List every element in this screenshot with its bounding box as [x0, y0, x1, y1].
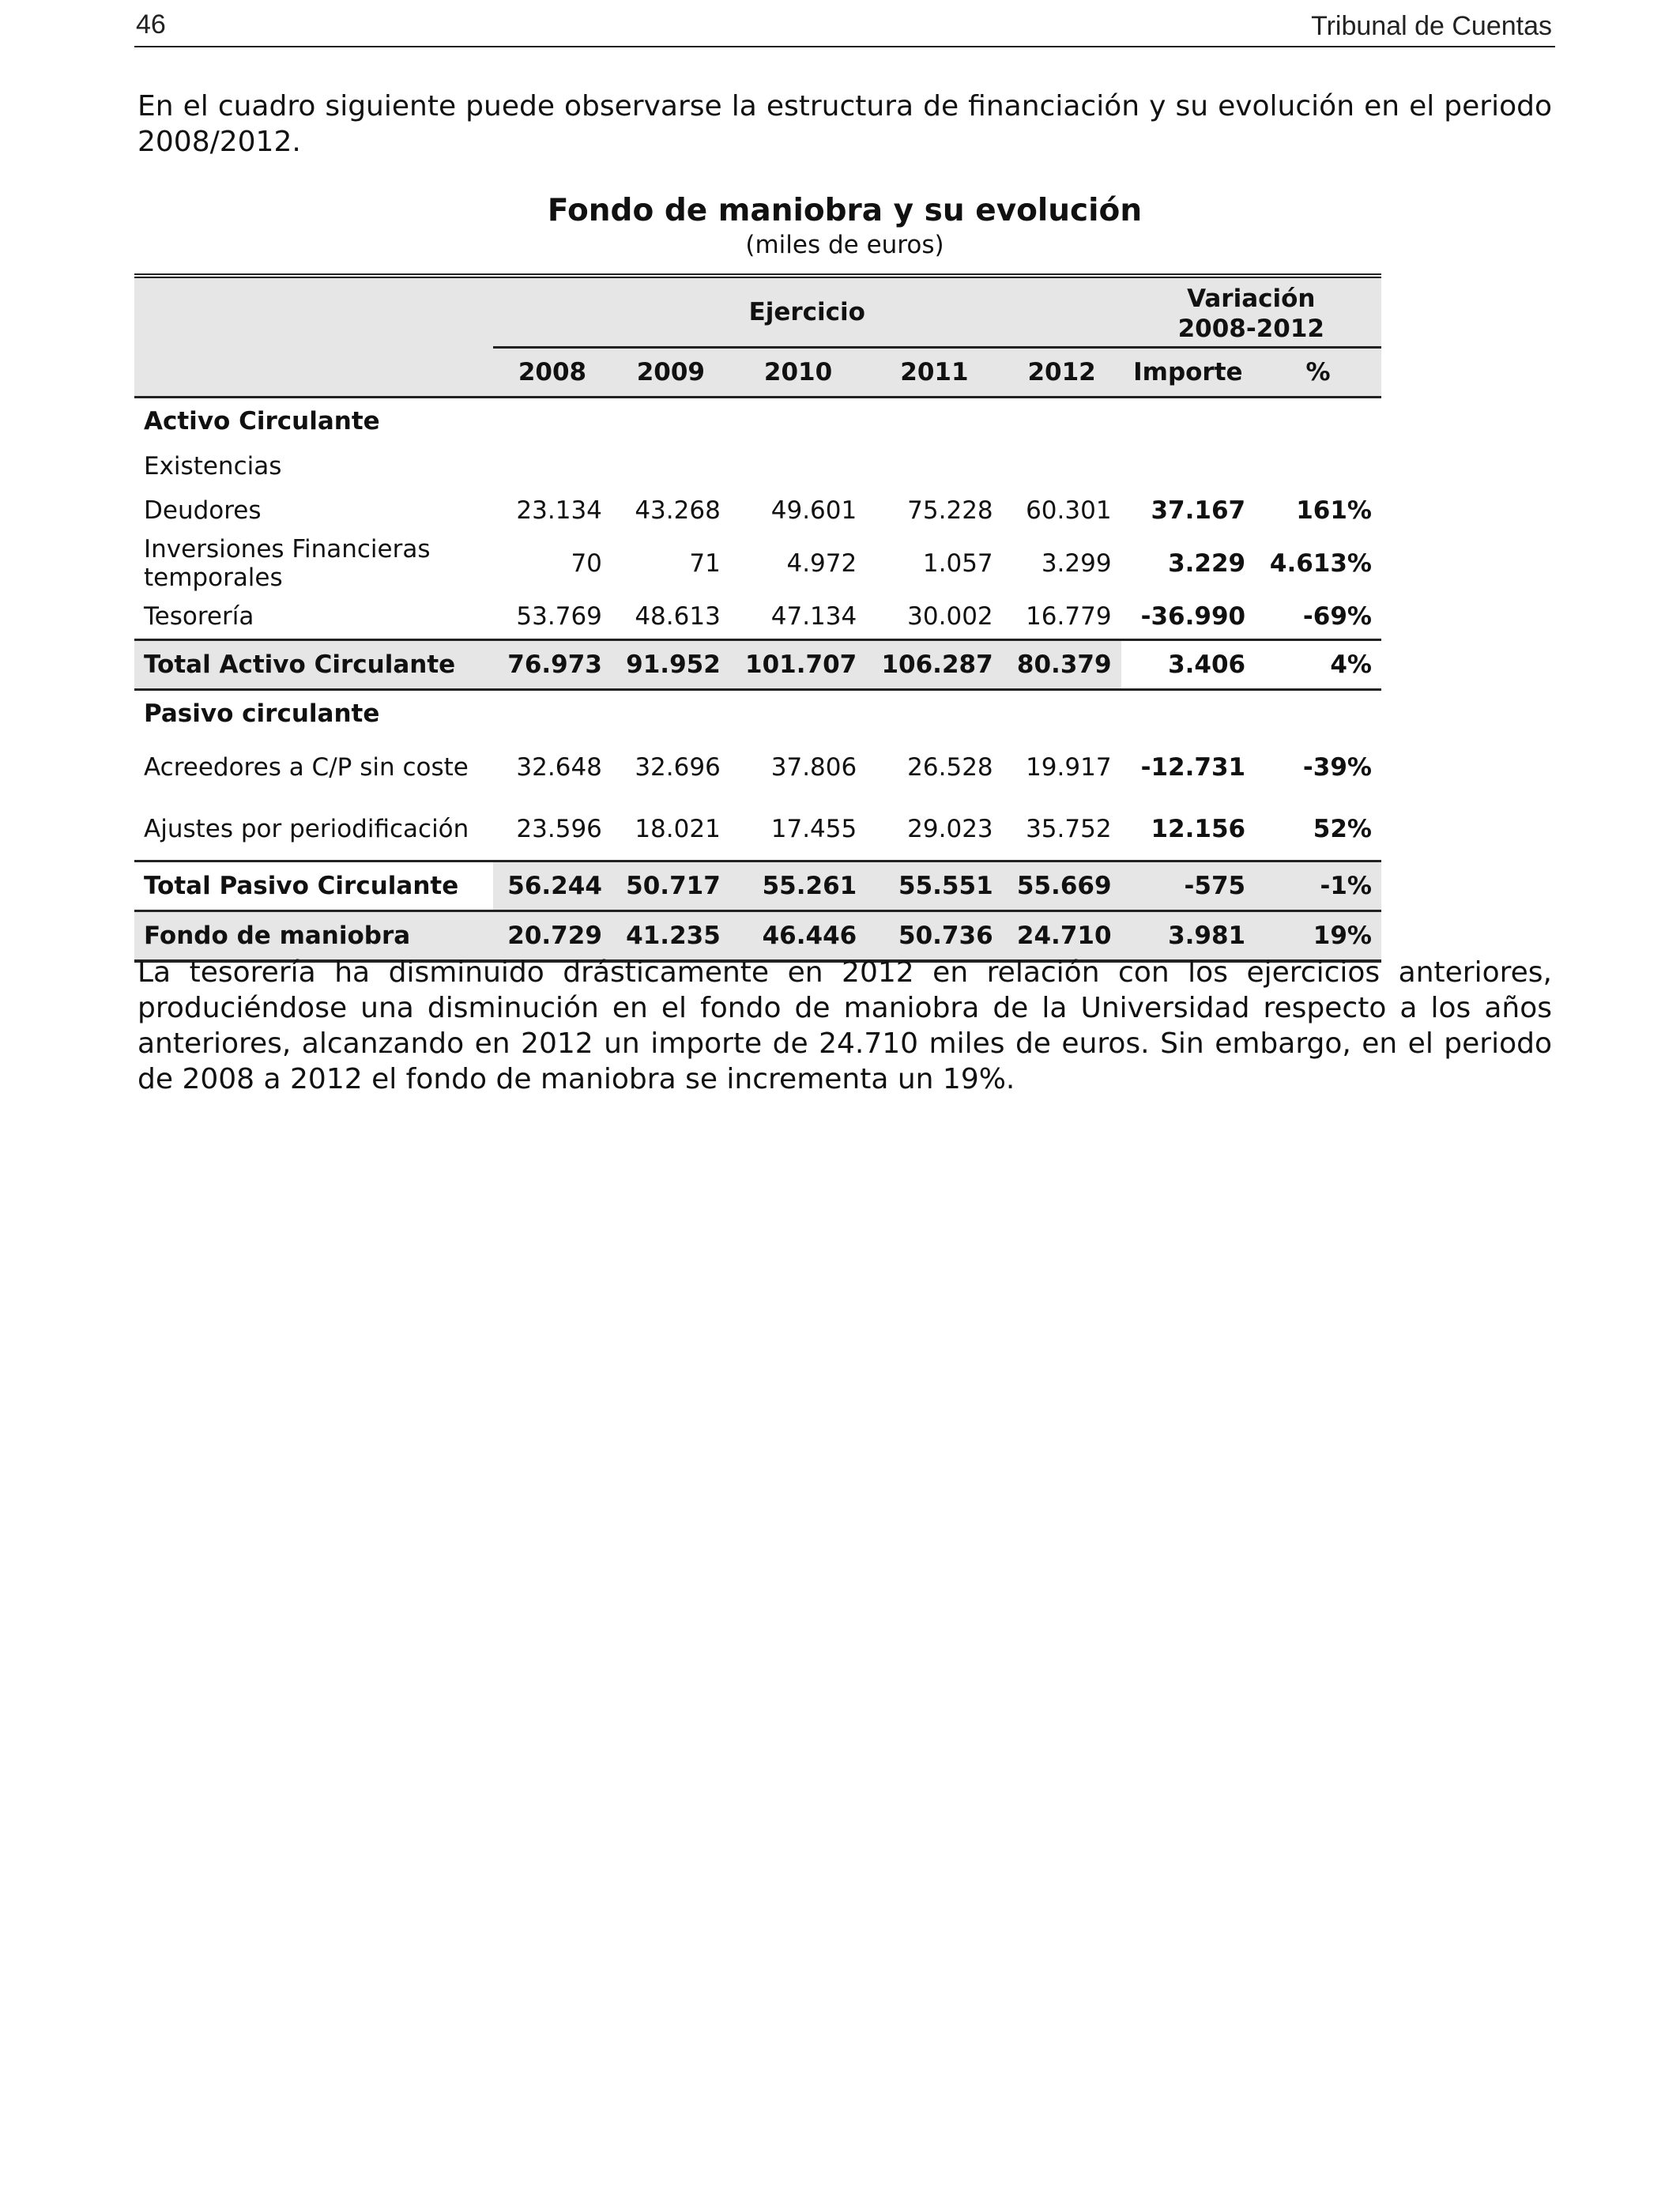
cell: 161% — [1296, 496, 1372, 525]
cell: 47.134 — [770, 602, 857, 631]
cell: 55.669 — [1003, 861, 1121, 911]
row-label: Fondo de maniobra — [134, 911, 493, 962]
section-activo: Activo Circulante — [144, 407, 380, 435]
cell: 106.287 — [866, 640, 1002, 690]
header-variacion-label: Variación — [1187, 285, 1316, 313]
working-capital-table — [134, 273, 1381, 963]
table-row — [134, 533, 1381, 594]
cell: 71 — [689, 549, 721, 578]
cell: 56.244 — [493, 861, 612, 911]
cell: -69% — [1255, 594, 1381, 640]
col-2012: 2012 — [1003, 348, 1121, 398]
cell: 24.710 — [1003, 911, 1121, 962]
cell: 101.707 — [730, 640, 866, 690]
page-header — [134, 6, 1555, 47]
col-2011: 2011 — [866, 348, 1002, 398]
row-label: Total Pasivo Circulante — [134, 861, 493, 911]
cell: 19% — [1255, 911, 1381, 962]
table-row — [134, 444, 1381, 488]
cell: 43.268 — [635, 496, 721, 525]
cell: 60.301 — [1026, 496, 1112, 525]
cell: 70 — [571, 549, 602, 578]
cell: 3.229 — [1168, 549, 1246, 578]
cell: 50.736 — [866, 911, 1002, 962]
col-importe: Importe — [1121, 348, 1256, 398]
cell: -575 — [1121, 861, 1256, 911]
cell: 76.973 — [493, 640, 612, 690]
cell: 4% — [1255, 640, 1381, 690]
table-row — [134, 488, 1381, 533]
col-percent: % — [1255, 348, 1381, 398]
total-pasivo-row — [134, 861, 1381, 911]
cell: 26.528 — [907, 753, 993, 782]
cell: 32.648 — [516, 753, 602, 782]
cell: 12.156 — [1151, 815, 1246, 843]
col-2008: 2008 — [493, 348, 612, 398]
cell: 48.613 — [635, 602, 721, 631]
cell: 52% — [1313, 815, 1372, 843]
cell: 4.613% — [1269, 549, 1372, 578]
cell: -12.731 — [1140, 753, 1246, 782]
col-2009: 2009 — [612, 348, 730, 398]
total-activo-row — [134, 640, 1381, 690]
cell: 41.235 — [612, 911, 730, 962]
cell: 75.228 — [907, 496, 993, 525]
cell — [1121, 444, 1256, 488]
table-row — [134, 737, 1381, 798]
running-title: Tribunal de Cuentas — [1311, 11, 1552, 41]
cell: 32.696 — [635, 753, 721, 782]
cell: 53.769 — [516, 602, 602, 631]
row-label: Ajustes por periodificación — [144, 815, 469, 843]
cell: 3.406 — [1121, 640, 1256, 690]
row-label: Acreedores a C/P sin coste — [144, 753, 469, 782]
table-row — [134, 594, 1381, 640]
cell — [1003, 444, 1121, 488]
cell: -39% — [1302, 753, 1372, 782]
cell — [612, 444, 730, 488]
cell: 3.299 — [1041, 549, 1112, 578]
cell: 50.717 — [612, 861, 730, 911]
table-row — [134, 798, 1381, 861]
table-subtitle: (miles de euros) — [745, 231, 944, 259]
cell — [493, 444, 612, 488]
cell: 4.972 — [786, 549, 857, 578]
page-number: 46 — [136, 9, 166, 40]
header-blank — [134, 276, 493, 348]
cell: 46.446 — [730, 911, 866, 962]
cell: 29.023 — [907, 815, 993, 843]
header-variacion — [1121, 276, 1381, 348]
cell — [730, 444, 866, 488]
header-blank-2 — [134, 348, 493, 398]
table-title: Fondo de maniobra y su evolución — [547, 193, 1143, 228]
cell: 19.917 — [1026, 753, 1112, 782]
cell: 3.981 — [1121, 911, 1256, 962]
row-label: Deudores — [144, 496, 262, 525]
cell: 16.779 — [1026, 602, 1112, 631]
cell: 55.551 — [866, 861, 1002, 911]
cell: 55.261 — [730, 861, 866, 911]
cell: -1% — [1255, 861, 1381, 911]
cell: 37.806 — [770, 753, 857, 782]
cell — [1255, 444, 1381, 488]
col-2010: 2010 — [730, 348, 866, 398]
row-label: Tesorería — [144, 602, 254, 631]
cell: 20.729 — [493, 911, 612, 962]
header-ejercicio: Ejercicio — [493, 276, 1121, 348]
header-variacion-period: 2008-2012 — [1177, 315, 1324, 343]
row-label: Total Activo Circulante — [134, 640, 493, 690]
intro-paragraph: En el cuadro siguiente puede observarse la estructura de financiación y su evolución en el periodo 2008/2012. — [137, 90, 1552, 158]
cell: 17.455 — [770, 815, 857, 843]
cell: 18.021 — [635, 815, 721, 843]
row-label: Inversiones Financieras temporales — [144, 535, 431, 592]
cell: 1.057 — [922, 549, 993, 578]
row-label: Existencias — [144, 452, 282, 481]
cell: 30.002 — [907, 602, 993, 631]
section-pasivo: Pasivo circulante — [144, 699, 380, 728]
cell — [866, 444, 1002, 488]
closing-paragraph: La tesorería ha disminuido drásticamente en 2012 en relación con los ejercicios anteriores, produciéndose una disminución en el fondo de maniobra de la Universidad respecto a los años anteriores, alcanzando en 2012 un importe de 24.710 miles de euros. Sin embargo, en el periodo de 2008 a 2012 el fondo de maniobra se incrementa un 19%. — [137, 956, 1552, 1095]
fondo-maniobra-row — [134, 911, 1381, 962]
cell: 80.379 — [1003, 640, 1121, 690]
cell: 23.134 — [516, 496, 602, 525]
cell: 23.596 — [516, 815, 602, 843]
cell: -36.990 — [1140, 602, 1246, 631]
cell: 49.601 — [770, 496, 857, 525]
cell: 91.952 — [612, 640, 730, 690]
cell: 35.752 — [1026, 815, 1112, 843]
cell: 37.167 — [1151, 496, 1246, 525]
